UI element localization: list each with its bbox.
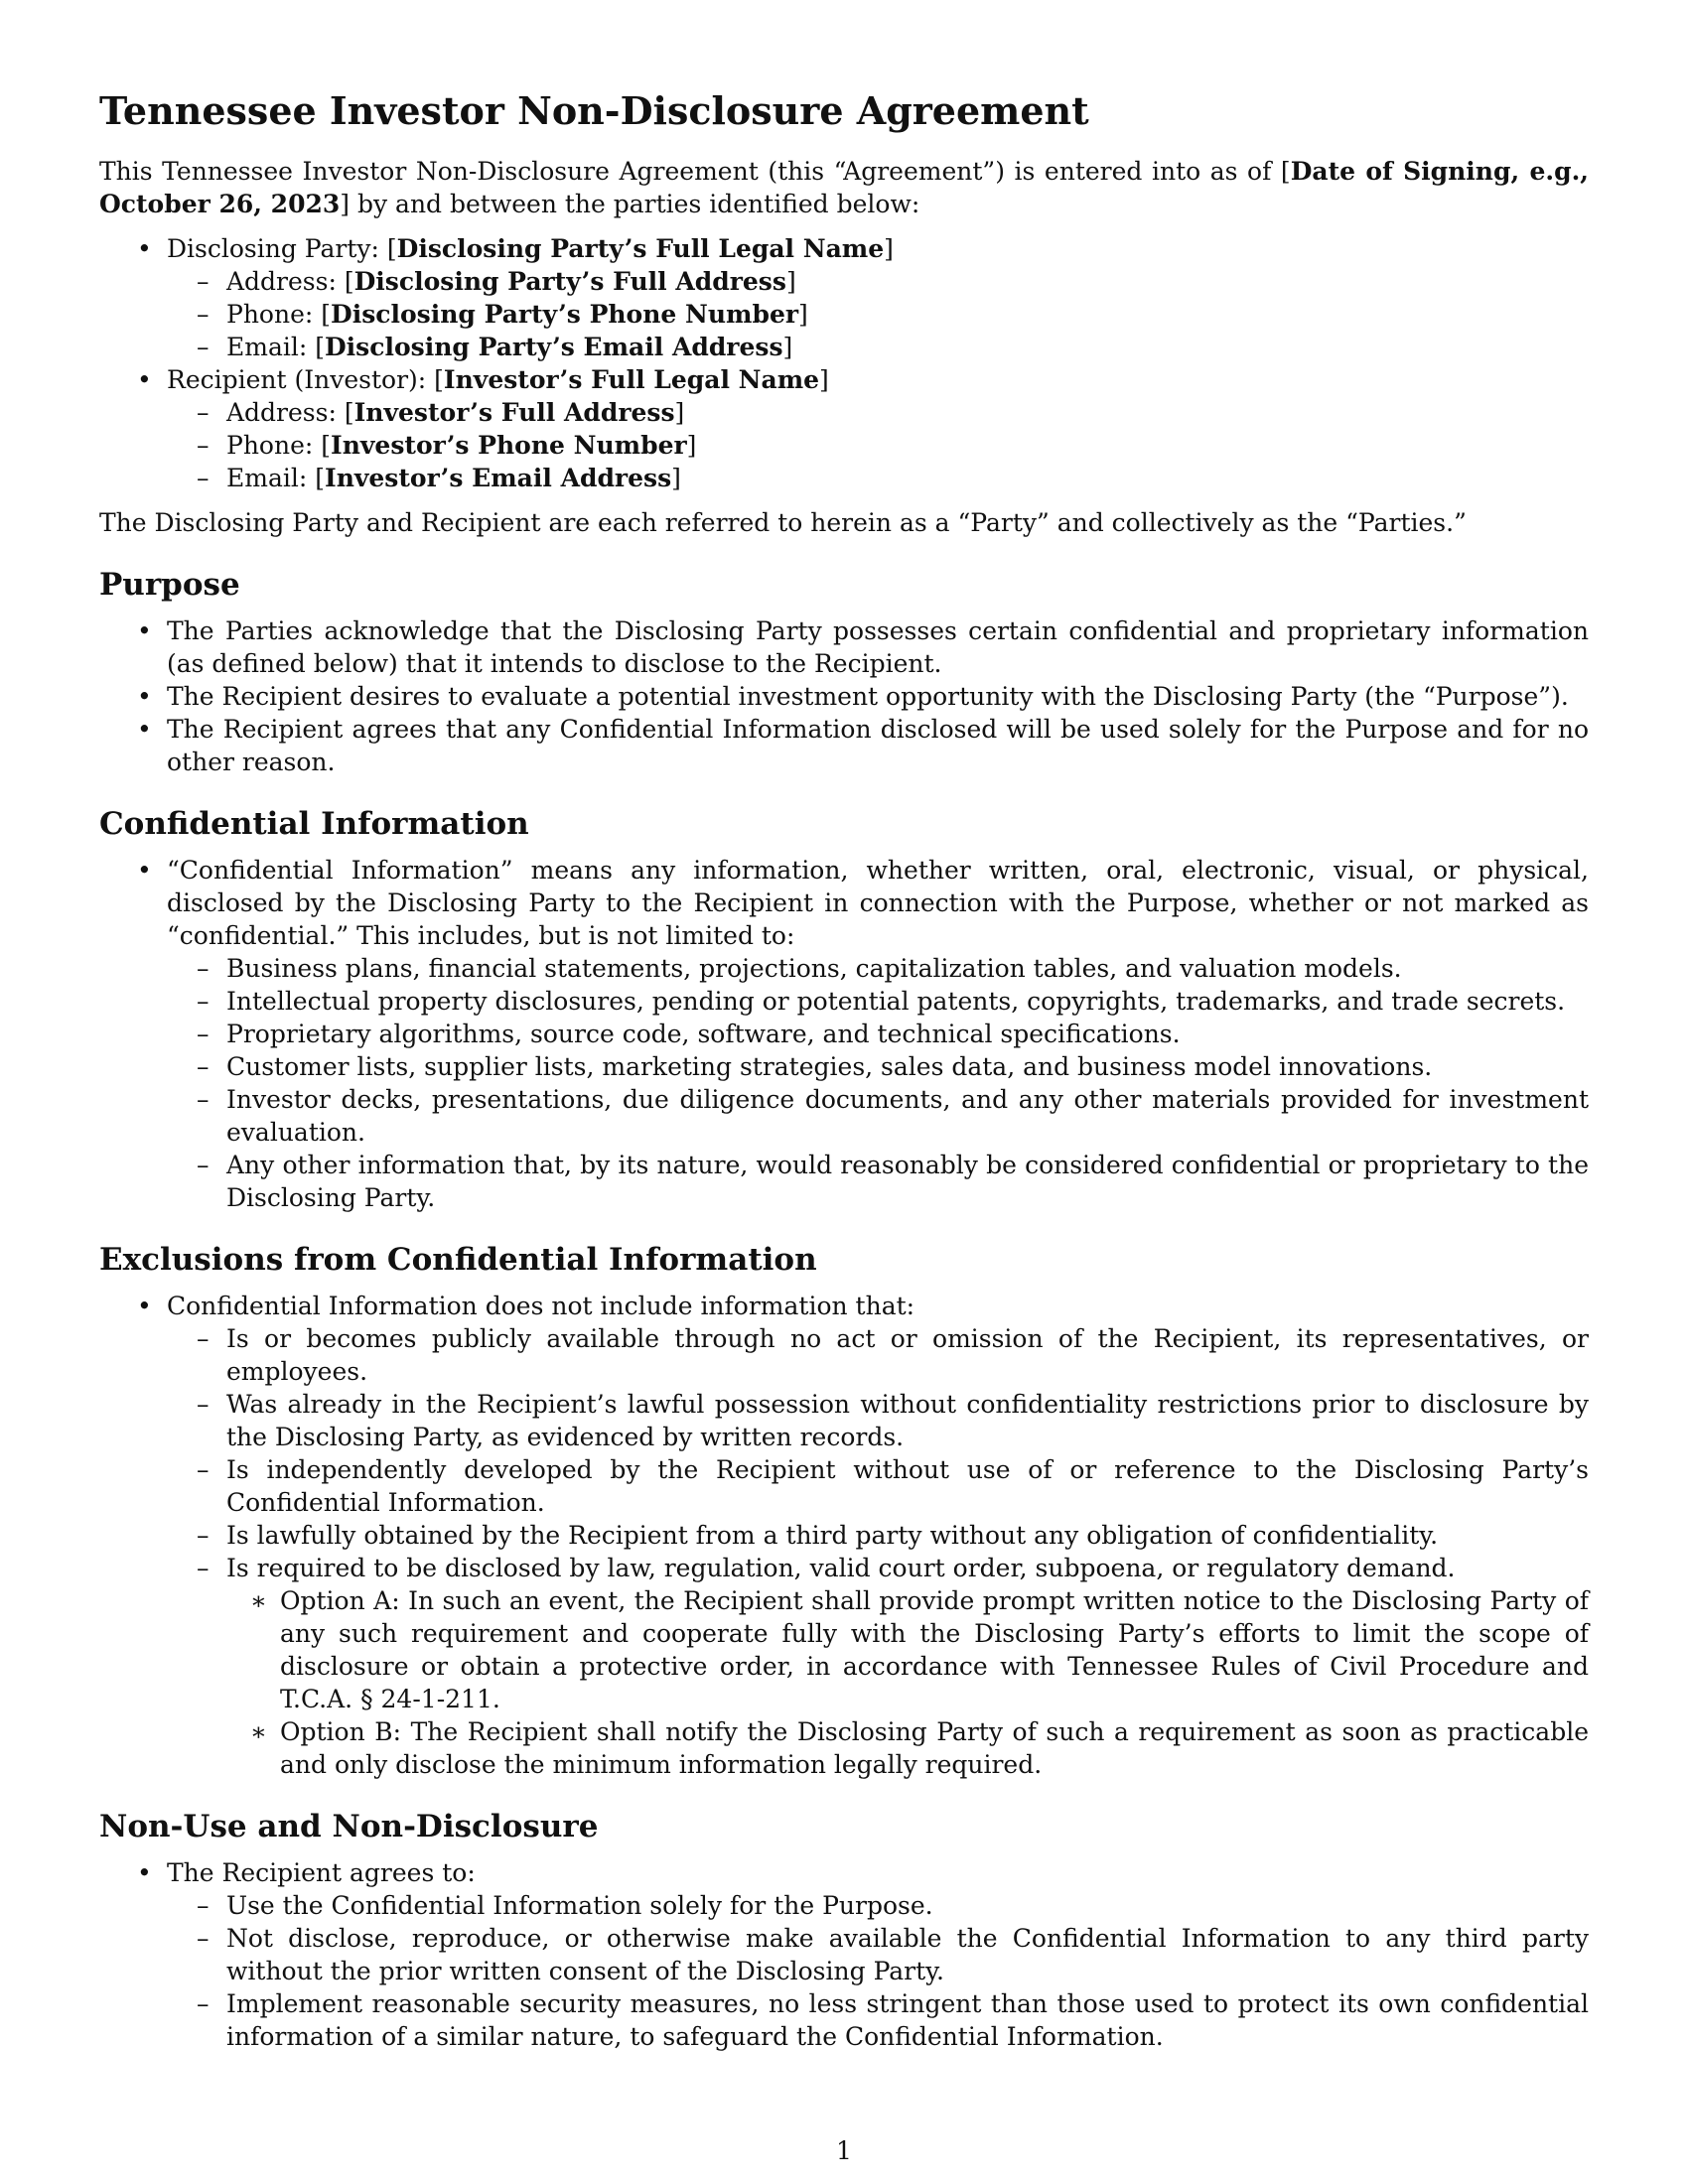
purpose-heading: Purpose xyxy=(99,567,240,603)
recipient-email: – Email: [Investor’s Email Address] xyxy=(167,462,1589,494)
non-use-lead-item xyxy=(99,1856,1589,2053)
non-use-heading: Non-Use and Non-Disclosure xyxy=(99,1809,599,1844)
disclosure-options xyxy=(226,1584,1589,1781)
list-item: – Is lawfully obtained by the Recipient from a third party without any obligation of confidentiality. xyxy=(167,1519,1589,1552)
confidential-information-examples xyxy=(167,952,1589,1214)
document-page xyxy=(99,87,1589,2053)
list-item: – Proprietary algorithms, source code, software, and technical specifications. xyxy=(167,1018,1589,1050)
recipient-details xyxy=(167,396,1589,494)
exclusions-heading: Exclusions from Confidential Information xyxy=(99,1242,817,1278)
parties-list xyxy=(99,232,1589,494)
email-value: Disclosing Party’s Email Address xyxy=(325,333,783,361)
recipient-address: – Address: [Investor’s Full Address] xyxy=(167,396,1589,429)
address-value: Disclosing Party’s Full Address xyxy=(353,267,786,296)
disclosing-party-phone: – Phone: [Disclosing Party’s Phone Number] xyxy=(167,298,1589,331)
required-disclosure-text: Is required to be disclosed by law, regulation, valid court order, subpoena, or regulatory demand. xyxy=(226,1554,1456,1582)
recipient-phone: – Phone: [Investor’s Phone Number] xyxy=(167,429,1589,462)
list-item: – Was already in the Recipient’s lawful possession without confidentiality restrictions prior to disclosure by the Disclosing Party, as evidenced by written records. xyxy=(167,1388,1589,1453)
confidential-information-heading: Confidential Information xyxy=(99,806,529,842)
email-value: Investor’s Email Address xyxy=(325,464,672,492)
intro-paragraph: This Tennessee Investor Non-Disclosure Agreement (this “Agreement”) is entered into as of [Date of Signing, e.g., October 26, 2023] by and between the parties identified below: xyxy=(99,157,1589,218)
parties-note: The Disclosing Party and Recipient are each referred to herein as a “Party” and collectively as the “Parties.” xyxy=(99,508,1467,537)
list-item xyxy=(167,1552,1589,1781)
list-item: – Use the Confidential Information solely for the Purpose. xyxy=(167,1889,1589,1922)
email-label: Email: xyxy=(226,333,316,361)
exclusions-lead-item xyxy=(99,1290,1589,1781)
list-item: – Implement reasonable security measures, no less stringent than those used to protect its own confidential information of a similar nature, to safeguard the Confidential Information. xyxy=(167,1987,1589,2053)
intro-suffix: by and between the parties identified below: xyxy=(350,190,920,218)
disclosing-party-details xyxy=(167,265,1589,363)
address-value: Investor’s Full Address xyxy=(353,398,675,427)
list-item: • The Parties acknowledge that the Disclosing Party possesses certain confidential and proprietary information (as defined below) that it intends to disclose to the Recipient. xyxy=(99,614,1589,680)
phone-label: Phone: xyxy=(226,300,322,329)
disclosing-party-label: Disclosing Party: xyxy=(167,234,387,263)
list-item: – Is or becomes publicly available through no act or omission of the Recipient, its representatives, or employees. xyxy=(167,1322,1589,1388)
list-item: – Business plans, financial statements, projections, capitalization tables, and valuation models. xyxy=(167,952,1589,985)
list-item: – Customer lists, supplier lists, marketing strategies, sales data, and business model innovations. xyxy=(167,1050,1589,1083)
option-a: ∗ Option A: In such an event, the Recipient shall provide prompt written notice to the Disclosing Party of any such requirement and cooperate fully with the Disclosing Party’s efforts to limit the scope of disclosure or obtain a protective order, in accordance with Tennessee Rules of Civil Procedure and T.C.A. § 24-1-211. xyxy=(226,1584,1589,1715)
exclusions-list xyxy=(99,1290,1589,1781)
non-use-lead: The Recipient agrees to: xyxy=(167,1858,476,1887)
list-item: • The Recipient desires to evaluate a potential investment opportunity with the Disclosing Party (the “Purpose”). xyxy=(99,680,1589,713)
list-item: – Investor decks, presentations, due diligence documents, and any other materials provided for investment evaluation. xyxy=(167,1083,1589,1149)
confidential-information-definition xyxy=(99,854,1589,1214)
disclosing-party-item: • Disclosing Party: [Disclosing Party’s Full Legal Name] – Address: [Disclosing Party’s Full Address] – Phone: [Disclosing Party’s Phone Number] – Email: [Disclosing Party’s Email Address] xyxy=(99,232,1589,363)
definition-text: “Confidential Information” means any information, whether written, oral, electronic, visual, or physical, disclosed by the Disclosing Party to the Recipient in connection with the Purpose, whether or not marked as “confidential.” This includes, but is not limited to: xyxy=(167,856,1589,950)
exclusions-lead: Confidential Information does not include information that: xyxy=(167,1292,915,1320)
list-item: – Is independently developed by the Recipient without use of or reference to the Disclosing Party’s Confidential Information. xyxy=(167,1453,1589,1519)
non-use-items xyxy=(167,1889,1589,2053)
purpose-list xyxy=(99,614,1589,778)
list-item: – Any other information that, by its nature, would reasonably be considered confidential or proprietary to the Disclosing Party. xyxy=(167,1149,1589,1214)
disclosing-party-name: Disclosing Party’s Full Legal Name xyxy=(396,234,885,263)
document-title: Tennessee Investor Non-Disclosure Agreement xyxy=(99,88,1089,133)
non-use-list xyxy=(99,1856,1589,2053)
address-label: Address: xyxy=(226,398,345,427)
list-item: – Intellectual property disclosures, pending or potential patents, copyrights, trademarks, and trade secrets. xyxy=(167,985,1589,1018)
recipient-item: • Recipient (Investor): [Investor’s Full Legal Name] – Address: [Investor’s Full Address] – Phone: [Investor’s Phone Number] – Email: [Investor’s Email Address] xyxy=(99,363,1589,494)
intro-prefix: This Tennessee Investor Non-Disclosure Agreement (this “Agreement”) is entered into as of xyxy=(99,157,1281,186)
page-number: 1 xyxy=(836,2136,852,2165)
phone-value: Investor’s Phone Number xyxy=(331,431,687,460)
list-item: – Not disclose, reproduce, or otherwise make available the Confidential Information to any third party without the prior written consent of the Disclosing Party. xyxy=(167,1922,1589,1987)
email-label: Email: xyxy=(226,464,316,492)
phone-label: Phone: xyxy=(226,431,322,460)
address-label: Address: xyxy=(226,267,345,296)
option-b: ∗ Option B: The Recipient shall notify the Disclosing Party of such a requirement as soon as practicable and only disclose the minimum information legally required. xyxy=(226,1715,1589,1781)
recipient-label: Recipient (Investor): xyxy=(167,365,435,394)
disclosing-party-email: – Email: [Disclosing Party’s Email Address] xyxy=(167,331,1589,363)
confidential-information-list xyxy=(99,854,1589,1214)
disclosing-party-address: – Address: [Disclosing Party’s Full Address] xyxy=(167,265,1589,298)
recipient-name: Investor’s Full Legal Name xyxy=(443,365,820,394)
exclusions-items xyxy=(167,1322,1589,1781)
list-item: • The Recipient agrees that any Confidential Information disclosed will be used solely for the Purpose and for no other reason. xyxy=(99,713,1589,778)
phone-value: Disclosing Party’s Phone Number xyxy=(331,300,799,329)
date-placeholder: Date of Signing, e.g., October 26, 2023 xyxy=(99,157,1589,218)
